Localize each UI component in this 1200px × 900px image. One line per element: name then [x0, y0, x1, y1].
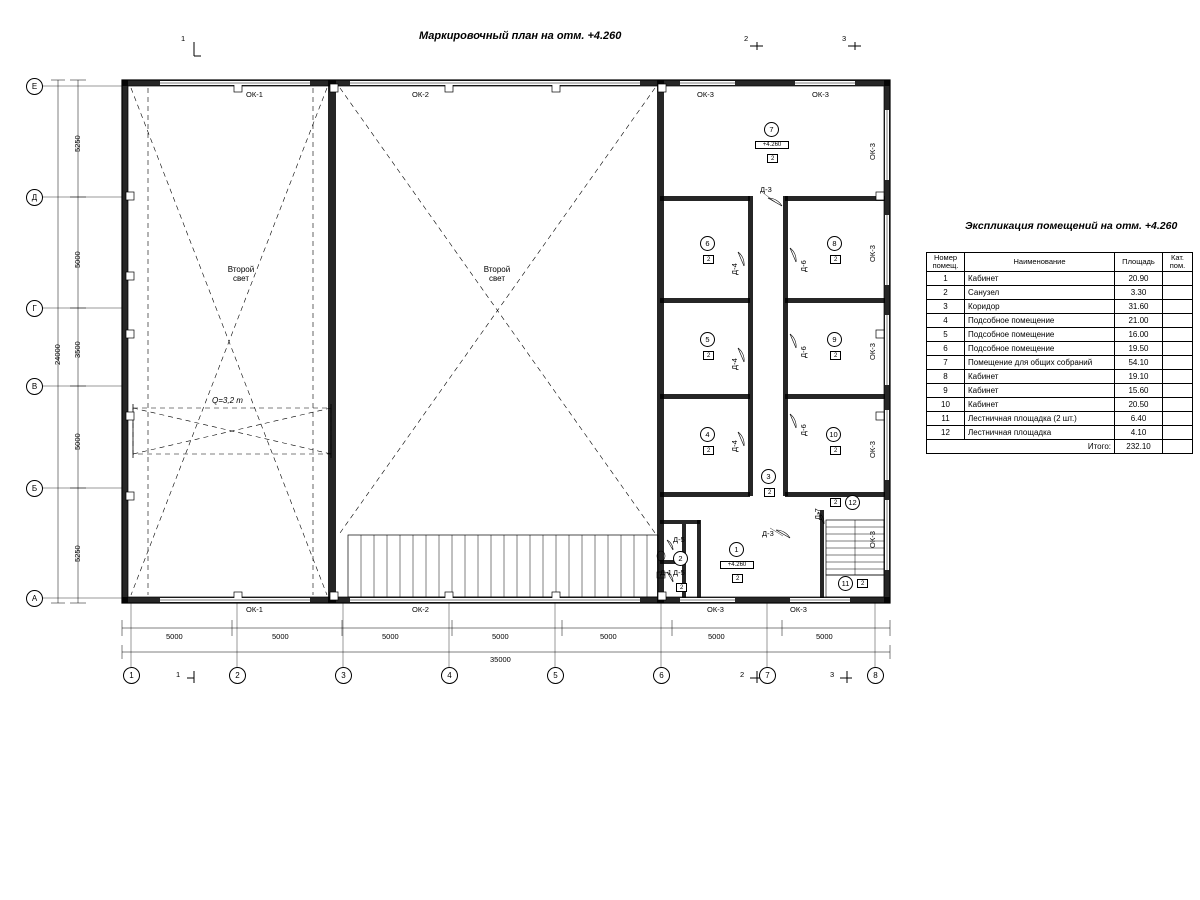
- window-mark-right-1: ОК-3: [868, 143, 877, 160]
- room-bubble-1[interactable]: 1: [729, 542, 744, 557]
- table-row: [927, 369, 1193, 383]
- cell-cat: [1163, 285, 1193, 299]
- dim-bottom-6: 5000: [708, 632, 725, 641]
- cell-name: Подсобное помещение: [965, 313, 1115, 327]
- cell-area: 20.50: [1115, 397, 1163, 411]
- double-height-line1: Второй: [227, 265, 255, 274]
- col-header-area: Площадь: [1115, 253, 1163, 272]
- room-cat-7: 2: [767, 154, 778, 163]
- cell-name: Санузел: [965, 285, 1115, 299]
- plan-title: Маркировочный план на отм. +4.260: [419, 30, 622, 42]
- axis-bubble-v[interactable]: В: [26, 378, 43, 395]
- cell-cat: [1163, 369, 1193, 383]
- cell-name: Подсобное помещение: [965, 341, 1115, 355]
- room-bubble-3[interactable]: 3: [761, 469, 776, 484]
- col-header-number: Номер помещ.: [927, 253, 965, 272]
- double-height-label-middle: [462, 265, 532, 283]
- room-cat-1: 2: [732, 574, 743, 583]
- total-value: 232.10: [1115, 439, 1163, 453]
- cell-name: Помещение для общих собраний: [965, 355, 1115, 369]
- table-header-row: [927, 253, 1193, 272]
- room-bubble-10[interactable]: 10: [826, 427, 841, 442]
- section-mark-top-2[interactable]: 2: [744, 34, 749, 43]
- cell-cat: [1163, 327, 1193, 341]
- axis-bubble-7[interactable]: 7: [759, 667, 776, 684]
- room-bubble-11[interactable]: 11: [838, 576, 853, 591]
- door-mark-d6-room8: Д-6: [799, 260, 808, 272]
- cell-number: 11: [927, 411, 965, 425]
- cell-cat: [1163, 299, 1193, 313]
- cell-name: Лестничная площадка: [965, 425, 1115, 439]
- cell-area: 3.30: [1115, 285, 1163, 299]
- door-mark-d7: Д-7: [813, 508, 822, 520]
- dim-left-4: 5000: [73, 433, 82, 450]
- cell-name: Кабинет: [965, 383, 1115, 397]
- room-cat-10: 2: [830, 446, 841, 455]
- room-bubble-9[interactable]: 9: [827, 332, 842, 347]
- window-mark-right-3: ОК-3: [868, 343, 877, 360]
- room-bubble-12[interactable]: 12: [845, 495, 860, 510]
- cell-area: 20.90: [1115, 271, 1163, 285]
- dim-left-total: 24000: [53, 344, 62, 365]
- axis-bubble-1[interactable]: 1: [123, 667, 140, 684]
- cell-number: 9: [927, 383, 965, 397]
- door-mark-d4-room6: Д-4: [730, 263, 739, 275]
- cell-name: Лестничная площадка (2 шт.): [965, 411, 1115, 425]
- section-mark-bottom-3[interactable]: 3: [830, 670, 835, 679]
- dim-left-1: 5250: [73, 135, 82, 152]
- room-cat-12: 2: [830, 498, 841, 507]
- table-row: [927, 383, 1193, 397]
- axis-bubble-e[interactable]: Е: [26, 78, 43, 95]
- total-cat: [1163, 439, 1193, 453]
- double-height-line1-mid: Второй: [483, 265, 511, 274]
- room-cat-6: 2: [703, 255, 714, 264]
- axis-bubble-2[interactable]: 2: [229, 667, 246, 684]
- door-mark-d6-room9: Д-6: [799, 346, 808, 358]
- cell-area: 19.50: [1115, 341, 1163, 355]
- cell-name: Кабинет: [965, 397, 1115, 411]
- window-mark-right-4: ОК-3: [868, 441, 877, 458]
- table-row: [927, 411, 1193, 425]
- room-cat-9: 2: [830, 351, 841, 360]
- cell-cat: [1163, 383, 1193, 397]
- door-mark-d5-upper: Д-5: [673, 535, 685, 544]
- section-mark-top-3[interactable]: 3: [842, 34, 847, 43]
- window-mark-right-2: ОК-3: [868, 245, 877, 262]
- crane-load-label: Q=3,2 т: [212, 396, 243, 405]
- cell-name: Кабинет: [965, 271, 1115, 285]
- window-mark-bottom-ok2: ОК-2: [412, 605, 429, 614]
- room-level-1: +4.260: [720, 561, 754, 569]
- window-mark-top-ok2: ОК-2: [412, 90, 429, 99]
- cell-number: 12: [927, 425, 965, 439]
- window-mark-top-ok1: ОК-1: [246, 90, 263, 99]
- door-mark-d1: Д-1: [660, 568, 672, 577]
- room-bubble-7[interactable]: 7: [764, 122, 779, 137]
- room-bubble-6[interactable]: 6: [700, 236, 715, 251]
- window-mark-top-ok3-b: ОК-3: [812, 90, 829, 99]
- cell-number: 2: [927, 285, 965, 299]
- room-cat-5: 2: [703, 351, 714, 360]
- cell-number: 1: [927, 271, 965, 285]
- table-row: [927, 425, 1193, 439]
- double-height-line2-mid: свет: [488, 274, 505, 284]
- dim-left-2: 5000: [73, 251, 82, 268]
- cell-cat: [1163, 397, 1193, 411]
- axis-bubble-3[interactable]: 3: [335, 667, 352, 684]
- double-height-label-left: [206, 265, 276, 283]
- table-row: [927, 397, 1193, 411]
- door-mark-d5-lower: Д-5: [673, 568, 685, 577]
- cell-area: 4.10: [1115, 425, 1163, 439]
- section-mark-bottom-2[interactable]: 2: [740, 670, 745, 679]
- dim-left-3: 3500: [73, 341, 82, 358]
- door-mark-d4-room4: Д-4: [730, 440, 739, 452]
- axis-bubble-8[interactable]: 8: [867, 667, 884, 684]
- room-cat-3: 2: [764, 488, 775, 497]
- room-cat-2: 2: [676, 583, 687, 592]
- room-bubble-4[interactable]: 4: [700, 427, 715, 442]
- cell-number: 4: [927, 313, 965, 327]
- cell-cat: [1163, 425, 1193, 439]
- table-total-row: [927, 439, 1193, 453]
- dim-bottom-7: 5000: [816, 632, 833, 641]
- table-row: [927, 355, 1193, 369]
- dim-bottom-2: 5000: [272, 632, 289, 641]
- cell-number: 5: [927, 327, 965, 341]
- cell-number: 3: [927, 299, 965, 313]
- room-cat-11: 2: [857, 579, 868, 588]
- dim-bottom-3: 5000: [382, 632, 399, 641]
- window-mark-bottom-ok3-b: ОК-3: [790, 605, 807, 614]
- window-mark-top-ok3-a: ОК-3: [697, 90, 714, 99]
- window-mark-bottom-ok1: ОК-1: [246, 605, 263, 614]
- cell-name: Кабинет: [965, 369, 1115, 383]
- dim-bottom-1: 5000: [166, 632, 183, 641]
- window-mark-bottom-ok3-a: ОК-3: [707, 605, 724, 614]
- cell-cat: [1163, 411, 1193, 425]
- cell-area: 16.00: [1115, 327, 1163, 341]
- section-mark-bottom-1[interactable]: 1: [176, 670, 181, 679]
- axis-bubble-b[interactable]: Б: [26, 480, 43, 497]
- room-cat-8: 2: [830, 255, 841, 264]
- cell-number: 8: [927, 369, 965, 383]
- cell-name: Коридор: [965, 299, 1115, 313]
- door-mark-d6-room10: Д-6: [799, 424, 808, 436]
- axis-bubble-5[interactable]: 5: [547, 667, 564, 684]
- explication-title: Экспликация помещений на отм. +4.260: [965, 220, 1178, 232]
- section-mark-top-1[interactable]: 1: [181, 34, 186, 43]
- room-bubble-8[interactable]: 8: [827, 236, 842, 251]
- table-row: [927, 341, 1193, 355]
- axis-bubble-4[interactable]: 4: [441, 667, 458, 684]
- cell-area: 21.00: [1115, 313, 1163, 327]
- cell-number: 7: [927, 355, 965, 369]
- table-row: [927, 327, 1193, 341]
- col-header-cat: Кат. пом.: [1163, 253, 1193, 272]
- cell-number: 10: [927, 397, 965, 411]
- axis-bubble-6[interactable]: 6: [653, 667, 670, 684]
- cell-number: 6: [927, 341, 965, 355]
- axis-bubble-d[interactable]: Д: [26, 189, 43, 206]
- explication-table: [926, 252, 1193, 454]
- room-cat-4: 2: [703, 446, 714, 455]
- cell-area: 54.10: [1115, 355, 1163, 369]
- axis-bubble-a[interactable]: А: [26, 590, 43, 607]
- double-height-line2: свет: [232, 274, 249, 284]
- cell-cat: [1163, 341, 1193, 355]
- cell-cat: [1163, 271, 1193, 285]
- dim-left-5: 5250: [73, 545, 82, 562]
- col-header-name: Наименование: [965, 253, 1115, 272]
- cell-name: Подсобное помещение: [965, 327, 1115, 341]
- cell-area: 19.10: [1115, 369, 1163, 383]
- table-row: [927, 271, 1193, 285]
- total-label: Итого:: [927, 439, 1115, 453]
- axis-bubble-g[interactable]: Г: [26, 300, 43, 317]
- dim-bottom-4: 5000: [492, 632, 509, 641]
- door-mark-d3-bottom: Д-3: [762, 529, 774, 538]
- cell-area: 31.60: [1115, 299, 1163, 313]
- dim-bottom-5: 5000: [600, 632, 617, 641]
- table-row: [927, 313, 1193, 327]
- room-bubble-5[interactable]: 5: [700, 332, 715, 347]
- door-mark-d3-top: Д-3: [760, 185, 772, 194]
- table-row: [927, 285, 1193, 299]
- window-mark-right-5: ОК-3: [868, 531, 877, 548]
- cell-cat: [1163, 355, 1193, 369]
- door-mark-d4-room5: Д-4: [730, 358, 739, 370]
- dim-bottom-total: 35000: [490, 655, 511, 664]
- table-row: [927, 299, 1193, 313]
- cell-area: 6.40: [1115, 411, 1163, 425]
- cell-cat: [1163, 313, 1193, 327]
- cell-area: 15.60: [1115, 383, 1163, 397]
- room-bubble-2[interactable]: 2: [673, 551, 688, 566]
- room-level-7: +4.260: [755, 141, 789, 149]
